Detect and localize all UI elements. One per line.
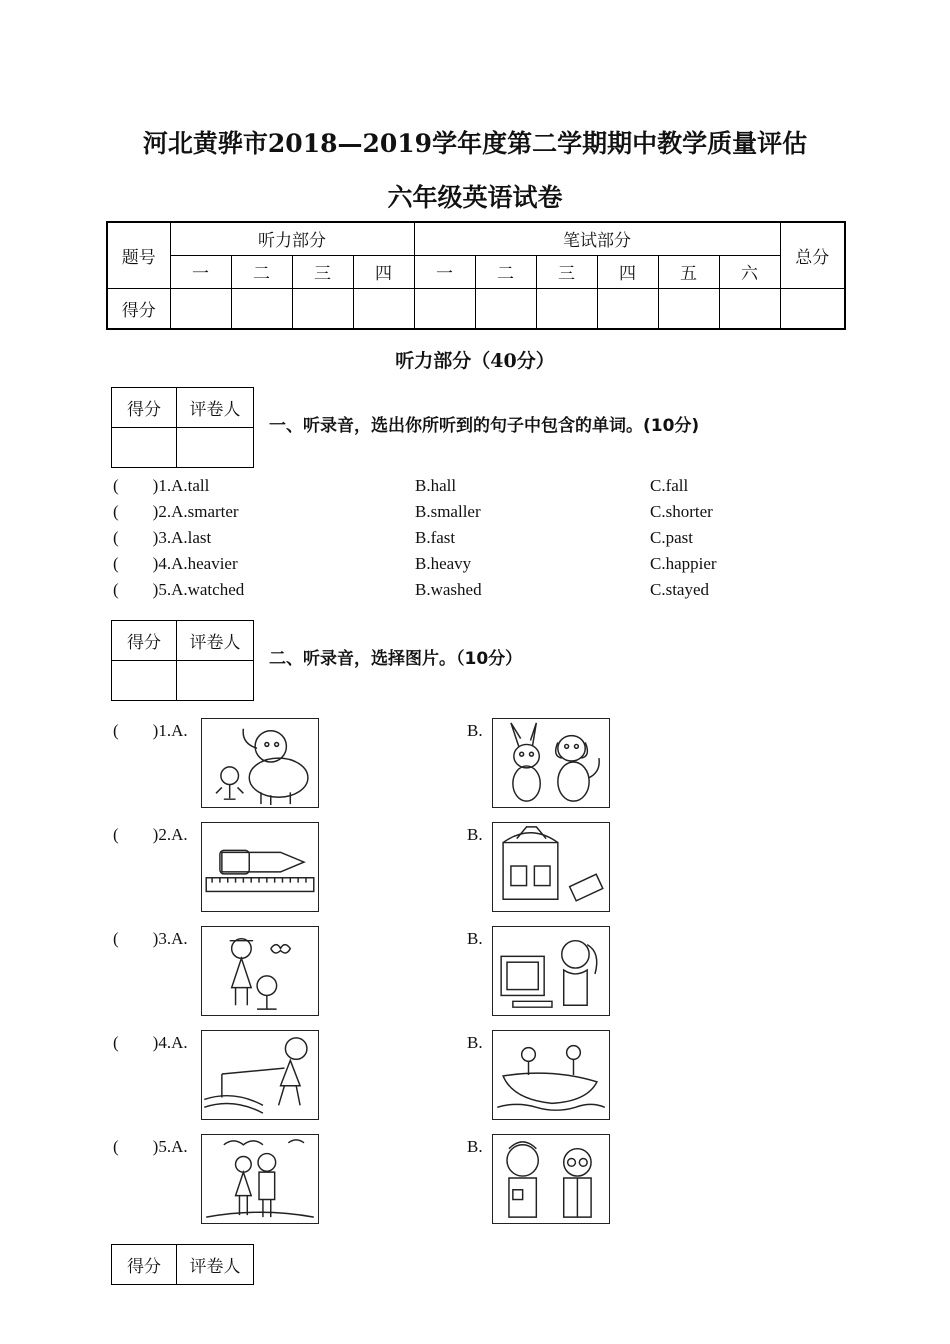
col-listening-3: 三 — [292, 255, 353, 288]
grader-box-3 — [111, 1244, 254, 1285]
q1-option-c: C.fall — [650, 476, 689, 495]
p1-prefix: ( )1.A. — [113, 721, 188, 740]
pen-ruler-icon — [201, 822, 319, 912]
p3-prefix: ( )3.A. — [113, 929, 188, 948]
col-written-2: 二 — [475, 255, 536, 288]
q2-option-b: B.smaller — [415, 502, 481, 521]
score-cell[interactable] — [536, 288, 597, 329]
q4-option-b: B.heavy — [415, 554, 472, 573]
score-cell[interactable] — [597, 288, 658, 329]
q1-option-b: B.hall — [415, 476, 457, 495]
q1-prefix: ( )1.A.tall — [113, 476, 210, 495]
rabbit-dog-icon — [492, 718, 610, 808]
score-cell[interactable] — [719, 288, 780, 329]
nurse-doctor-icon — [492, 1134, 610, 1224]
q2-option-c: C.shorter — [650, 502, 713, 521]
q4-option-c: C.happier — [650, 554, 717, 573]
kids-boat-icon — [492, 1030, 610, 1120]
col-listening-1: 一 — [170, 255, 231, 288]
score-cell[interactable] — [231, 288, 292, 329]
p5-option-b: B. — [467, 1137, 483, 1156]
grader-score-label: 得分 — [112, 621, 177, 661]
p4-prefix: ( )4.A. — [113, 1033, 188, 1052]
p5-prefix: ( )5.A. — [113, 1137, 188, 1156]
col-listening-2: 二 — [231, 255, 292, 288]
col-written-4: 四 — [597, 255, 658, 288]
label-listening: 听力部分 — [170, 222, 414, 255]
p2-option-b: B. — [467, 825, 483, 844]
label-question: 题号 — [107, 222, 170, 288]
section1-heading: 一、听录音，选出你所听到的句子中包含的单词。(10分) — [269, 416, 700, 436]
page-subtitle: 六年级英语试卷 — [387, 183, 563, 212]
label-score: 得分 — [107, 288, 170, 329]
col-written-3: 三 — [536, 255, 597, 288]
p2-prefix: ( )2.A. — [113, 825, 188, 844]
q4-prefix: ( )4.A.heavier — [113, 554, 238, 573]
grader-name-label: 评卷人 — [177, 621, 254, 661]
label-total: 总分 — [780, 222, 845, 288]
section2-heading: 二、听录音，选择图片。（10分） — [269, 649, 523, 669]
grader-score-cell[interactable] — [112, 661, 177, 701]
q3-option-c: C.past — [650, 528, 693, 547]
couple-outdoors-icon — [201, 1134, 319, 1224]
schoolbag-eraser-icon — [492, 822, 610, 912]
grader-name-cell[interactable] — [177, 428, 254, 468]
girl-computer-icon — [492, 926, 610, 1016]
score-cell[interactable] — [170, 288, 231, 329]
grader-name-label: 评卷人 — [177, 1245, 254, 1285]
label-written: 笔试部分 — [414, 222, 780, 255]
boy-fishing-icon — [201, 1030, 319, 1120]
q5-option-b: B.washed — [415, 580, 482, 599]
grader-name-cell[interactable] — [177, 661, 254, 701]
col-written-5: 五 — [658, 255, 719, 288]
q5-prefix: ( )5.A.watched — [113, 580, 245, 599]
q3-option-b: B.fast — [415, 528, 456, 547]
grader-name-label: 评卷人 — [177, 388, 254, 428]
page-title: 河北黄骅市2018—2019学年度第二学期期中教学质量评估 — [142, 129, 808, 158]
score-cell[interactable] — [475, 288, 536, 329]
girl-butterfly-icon — [201, 926, 319, 1016]
grader-score-cell[interactable] — [112, 428, 177, 468]
p4-option-b: B. — [467, 1033, 483, 1052]
q3-prefix: ( )3.A.last — [113, 528, 212, 547]
score-cell[interactable] — [414, 288, 475, 329]
q2-prefix: ( )2.A.smarter — [113, 502, 239, 521]
grader-score-label: 得分 — [112, 1245, 177, 1285]
listening-heading: 听力部分（40分） — [395, 350, 555, 372]
elephant-monkey-icon — [201, 718, 319, 808]
col-listening-4: 四 — [353, 255, 414, 288]
score-cell[interactable] — [353, 288, 414, 329]
grader-box-1 — [111, 387, 254, 468]
grader-box-2 — [111, 620, 254, 701]
score-cell[interactable] — [658, 288, 719, 329]
score-cell[interactable] — [292, 288, 353, 329]
grader-score-label: 得分 — [112, 388, 177, 428]
p3-option-b: B. — [467, 929, 483, 948]
p1-option-b: B. — [467, 721, 483, 740]
col-written-6: 六 — [719, 255, 780, 288]
total-score-cell[interactable] — [780, 288, 845, 329]
col-written-1: 一 — [414, 255, 475, 288]
q5-option-c: C.stayed — [650, 580, 710, 599]
score-table — [106, 221, 846, 330]
